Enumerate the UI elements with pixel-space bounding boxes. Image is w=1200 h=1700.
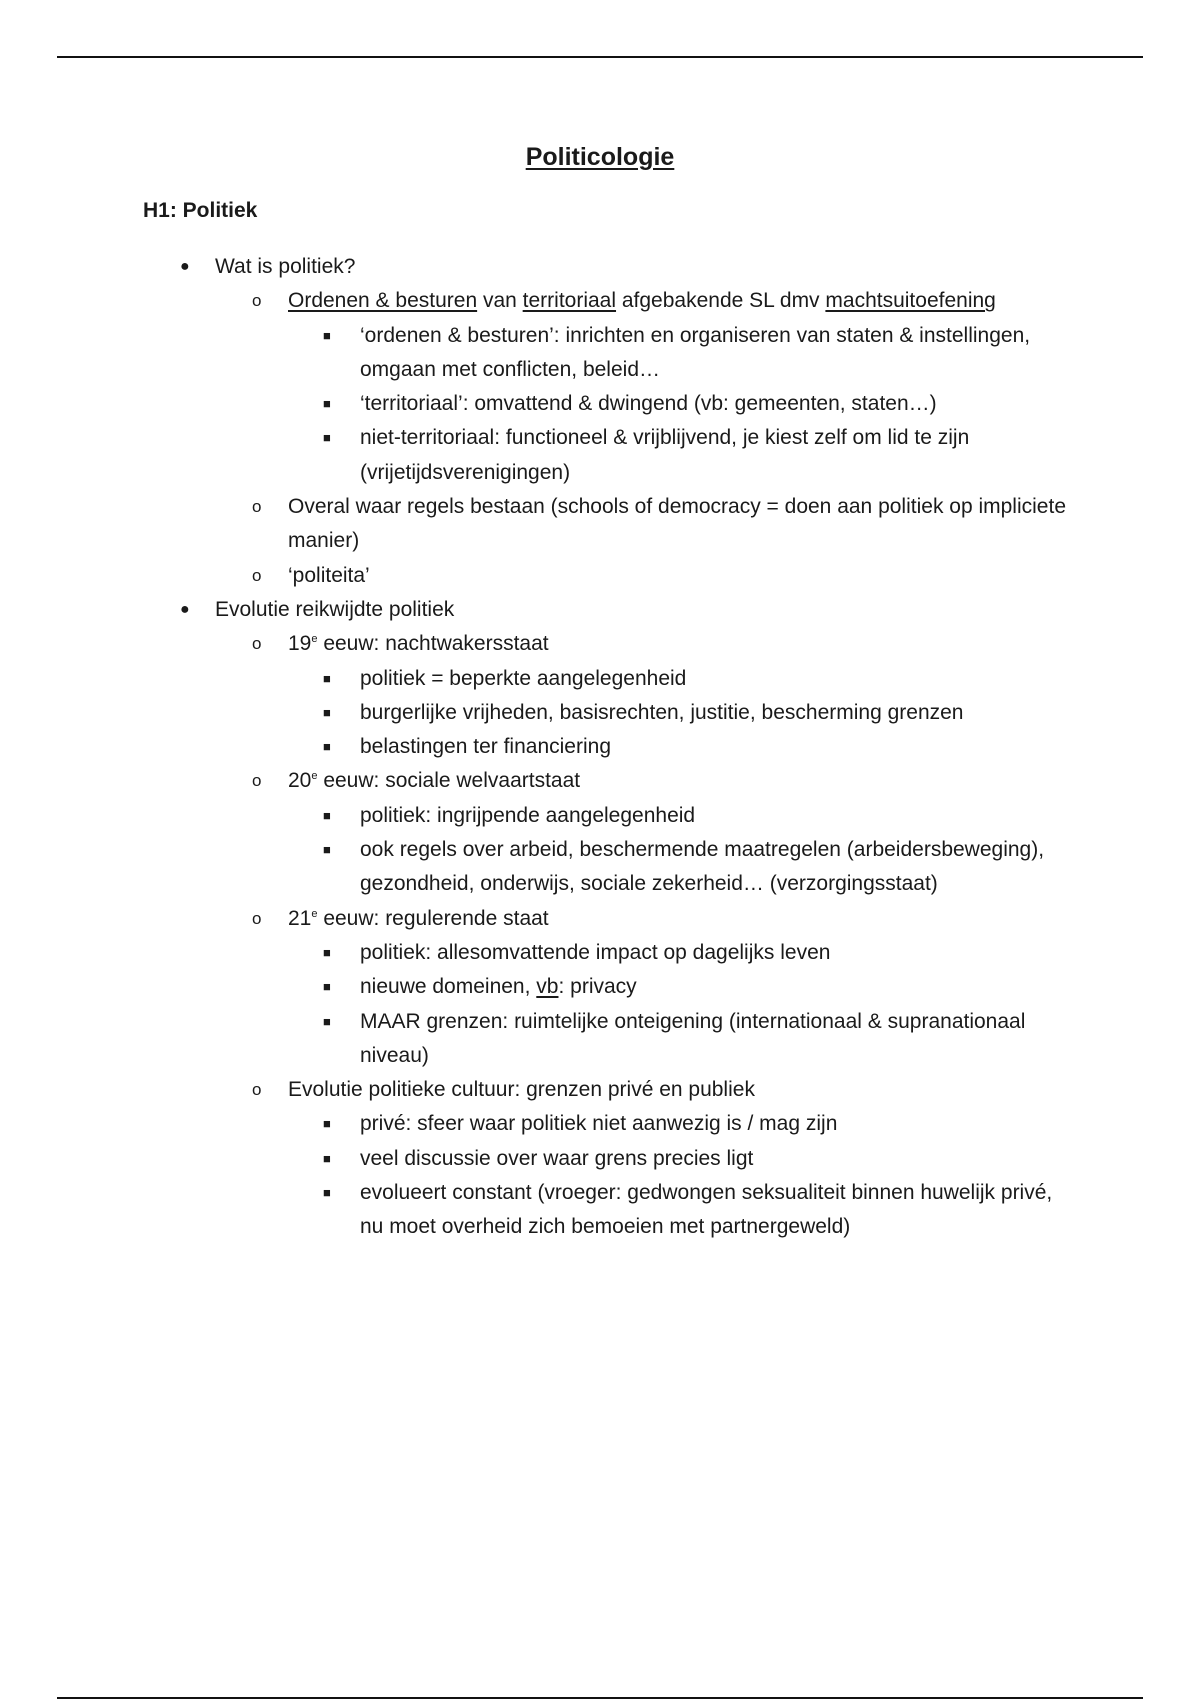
square-bullet-icon: ■ <box>323 1013 331 1029</box>
list-item <box>0 1005 1060 1074</box>
century-suffix: e <box>311 770 318 783</box>
circle-bullet-icon: o <box>252 497 262 517</box>
term-vb: vb <box>536 975 559 999</box>
text-fragment: nieuwe domeinen, <box>360 975 537 999</box>
list-item-text: niet-territoriaal: functioneel & vrijblijvend, je kiest zelf om lid te zijn (vrijetijdsverenigingen) <box>360 426 970 484</box>
list-item-text: MAAR grenzen: ruimtelijke onteigening (internationaal & supranationaal niveau) <box>360 1009 1026 1067</box>
circle-bullet-icon: o <box>252 771 262 791</box>
list-item <box>0 421 1060 490</box>
list-item <box>0 559 1078 593</box>
section-label: Evolutie reikwijdte politiek <box>215 597 455 621</box>
square-bullet-icon: ■ <box>323 944 331 960</box>
square-bullet-icon: ■ <box>323 1116 331 1132</box>
list-item-text: Evolutie politieke cultuur: grenzen privé en publiek <box>288 1078 755 1102</box>
square-bullet-icon: ■ <box>323 739 331 755</box>
list-item-text: ook regels over arbeid, beschermende maatregelen (arbeidersbeweging), gezondheid, onderwijs, sociale zekerheid… (verzorgingsstaat) <box>360 838 1045 896</box>
term-machtsuitoefening: machtsuitoefening <box>825 289 996 313</box>
list-item <box>0 319 1060 388</box>
page-title: Politicologie <box>525 143 675 171</box>
list-item <box>0 1107 1060 1141</box>
list-item-text: evolueert constant (vroeger: gedwongen seksualiteit binnen huwelijk privé, nu moet overheid zich bemoeien met partnergeweld) <box>360 1181 1053 1239</box>
circle-bullet-icon: o <box>252 634 262 654</box>
square-bullet-icon: ■ <box>323 396 331 412</box>
list-item <box>0 593 1200 627</box>
list-item <box>0 902 1078 936</box>
bullet-icon: ● <box>180 258 190 275</box>
circle-bullet-icon: o <box>252 565 262 585</box>
list-item <box>0 696 1060 730</box>
list-item-text: politiek = beperkte aangelegenheid <box>360 666 687 690</box>
list-item-text: eeuw: sociale welvaartstaat <box>317 769 581 793</box>
square-bullet-icon: ■ <box>323 842 331 858</box>
document-body <box>0 250 1200 1245</box>
term-territoriaal: territoriaal <box>522 289 617 313</box>
century-number: 21 <box>288 906 312 930</box>
square-bullet-icon: ■ <box>323 704 331 720</box>
text-fragment: van <box>477 289 523 313</box>
square-bullet-icon: ■ <box>323 327 331 343</box>
square-bullet-icon: ■ <box>323 807 331 823</box>
century-suffix: e <box>311 633 318 646</box>
footer-rule <box>57 1697 1143 1699</box>
square-bullet-icon: ■ <box>323 1185 331 1201</box>
century-suffix: e <box>311 907 318 920</box>
list-item-text: Overal waar regels bestaan (schools of democracy = doen aan politiek op impliciete manier) <box>288 495 1066 553</box>
circle-bullet-icon: o <box>252 291 262 311</box>
list-item-text: burgerlijke vrijheden, basisrechten, justitie, bescherming grenzen <box>360 700 964 724</box>
list-item-text: ‘ordenen & besturen’: inrichten en organiseren van staten & instellingen, omgaan met conflicten, beleid… <box>360 323 1031 381</box>
list-item <box>0 1073 1078 1107</box>
list-item-text: ‘territoriaal’: omvattend & dwingend (vb: gemeenten, staten…) <box>360 392 937 416</box>
list-item-text: eeuw: regulerende staat <box>317 906 549 930</box>
text-fragment: afgebakende SL dmv <box>616 289 826 313</box>
list-item-text: politiek: allesomvattende impact op dagelijks leven <box>360 940 831 964</box>
list-item-text: ‘politeita’ <box>288 563 370 587</box>
circle-bullet-icon: o <box>252 908 262 928</box>
list-item <box>0 250 1200 284</box>
list-item-text: politiek: ingrijpende aangelegenheid <box>360 803 696 827</box>
list-item <box>0 730 1060 764</box>
header-rule <box>57 56 1143 58</box>
list-item <box>0 936 1060 970</box>
list-item <box>0 799 1060 833</box>
chapter-heading: H1: Politiek <box>143 199 258 222</box>
list-item <box>0 1176 1060 1245</box>
list-item <box>0 764 1078 798</box>
list-item-text: belastingen ter financiering <box>360 735 611 759</box>
list-item <box>0 1142 1060 1176</box>
list-item <box>0 627 1078 661</box>
square-bullet-icon: ■ <box>323 979 331 995</box>
list-item-text: eeuw: nachtwakersstaat <box>317 632 549 656</box>
bullet-icon: ● <box>180 600 190 618</box>
square-bullet-icon: ■ <box>323 1150 331 1166</box>
list-item <box>0 662 1060 696</box>
century-number: 20 <box>288 769 312 793</box>
list-item-text: veel discussie over waar grens precies ligt <box>360 1146 754 1170</box>
list-item-text: privé: sfeer waar politiek niet aanwezig is / mag zijn <box>360 1112 838 1136</box>
circle-bullet-icon: o <box>252 1080 262 1100</box>
list-item <box>0 490 1078 559</box>
section-label: Wat is politiek? <box>215 255 356 278</box>
list-item <box>0 284 1078 318</box>
list-item <box>0 833 1060 902</box>
text-fragment: : privacy <box>558 975 637 999</box>
list-item <box>0 970 1060 1004</box>
century-number: 19 <box>288 632 312 656</box>
term-ordenen-besturen: Ordenen & besturen <box>288 289 478 313</box>
list-item <box>0 387 1060 421</box>
square-bullet-icon: ■ <box>323 670 331 686</box>
square-bullet-icon: ■ <box>323 430 331 446</box>
